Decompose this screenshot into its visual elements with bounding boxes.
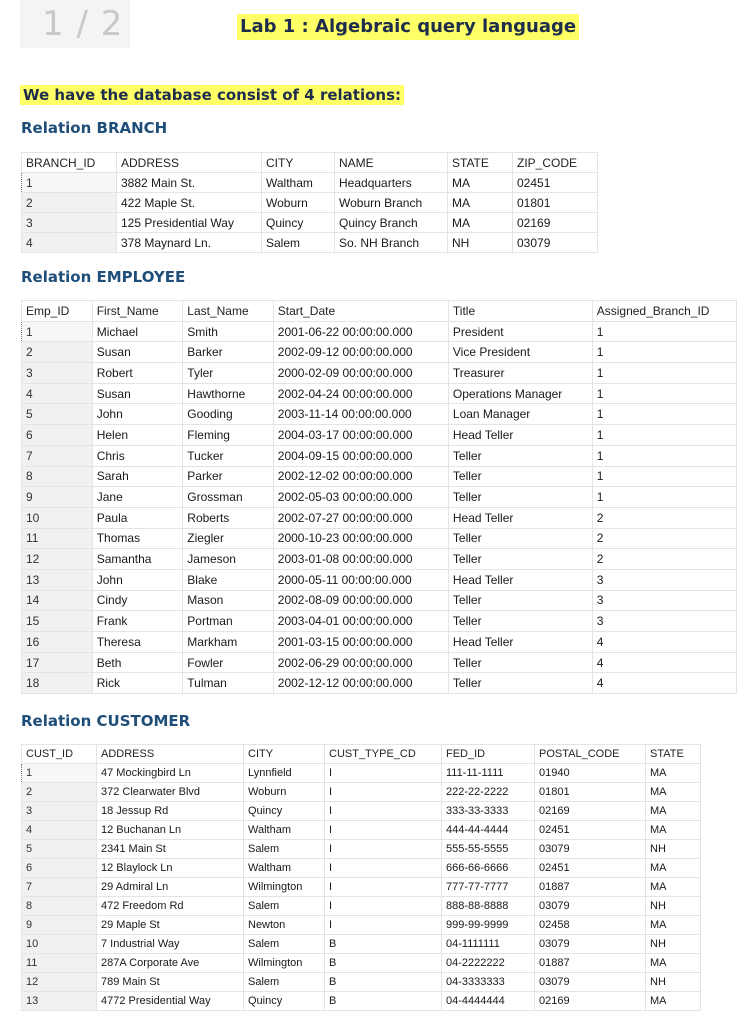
customer-column-header[interactable]: CUST_TYPE_CD [325, 745, 442, 764]
table-cell[interactable]: 3 [592, 590, 736, 611]
employee-table [21, 300, 737, 694]
table-cell[interactable]: Beth [92, 652, 183, 673]
employee-column-header[interactable]: First_Name [92, 301, 183, 322]
table-cell[interactable]: MA [646, 992, 701, 1011]
table-cell[interactable]: 287A Corporate Ave [97, 954, 244, 973]
customer-row[interactable] [22, 954, 701, 973]
customer-row[interactable] [22, 859, 701, 878]
employee-row[interactable] [22, 321, 737, 342]
employee-row[interactable] [22, 404, 737, 425]
table-cell[interactable]: I [325, 897, 442, 916]
customer-row[interactable] [22, 802, 701, 821]
table-cell[interactable]: Chris [92, 445, 183, 466]
table-cell[interactable]: Salem [244, 973, 325, 992]
table-cell[interactable]: 372 Clearwater Blvd [97, 783, 244, 802]
table-cell[interactable]: 2003-11-14 00:00:00.000 [273, 404, 448, 425]
customer-column-header[interactable]: CUST_ID [22, 745, 97, 764]
table-cell[interactable]: 47 Mockingbird Ln [97, 764, 244, 783]
table-cell[interactable]: Samantha [92, 549, 183, 570]
customer-column-header[interactable]: FED_ID [442, 745, 535, 764]
table-cell[interactable]: 3 [22, 363, 93, 384]
table-cell[interactable]: Robert [92, 363, 183, 384]
employee-row[interactable] [22, 528, 737, 549]
table-cell[interactable]: Rick [92, 673, 183, 694]
table-cell[interactable]: Jane [92, 487, 183, 508]
table-cell[interactable]: B [325, 954, 442, 973]
table-cell[interactable]: Quincy [244, 802, 325, 821]
table-cell[interactable]: 2001-03-15 00:00:00.000 [273, 632, 448, 653]
table-cell[interactable]: 2000-05-11 00:00:00.000 [273, 569, 448, 590]
table-cell[interactable]: Lynnfield [244, 764, 325, 783]
table-cell[interactable]: 7 Industrial Way [97, 935, 244, 954]
table-cell[interactable]: I [325, 783, 442, 802]
table-cell[interactable]: 2002-07-27 00:00:00.000 [273, 507, 448, 528]
table-cell[interactable]: 13 [22, 992, 97, 1011]
table-cell[interactable]: Waltham [262, 173, 335, 193]
table-cell[interactable]: 03079 [535, 935, 646, 954]
table-cell[interactable]: 02451 [535, 821, 646, 840]
table-cell[interactable]: 02169 [535, 802, 646, 821]
table-cell[interactable]: 2002-05-03 00:00:00.000 [273, 487, 448, 508]
branch-row[interactable] [22, 173, 598, 193]
table-cell[interactable]: 1 [22, 321, 93, 342]
table-cell[interactable]: 15 [22, 611, 93, 632]
customer-column-header[interactable]: CITY [244, 745, 325, 764]
table-cell[interactable]: Roberts [183, 507, 274, 528]
table-cell[interactable]: Salem [244, 935, 325, 954]
employee-row[interactable] [22, 549, 737, 570]
branch-column-header[interactable]: ADDRESS [117, 153, 262, 173]
table-cell[interactable]: Teller [448, 487, 592, 508]
table-cell[interactable]: John [92, 569, 183, 590]
employee-row[interactable] [22, 487, 737, 508]
customer-row[interactable] [22, 935, 701, 954]
table-cell[interactable]: Vice President [448, 342, 592, 363]
table-cell[interactable]: Quincy [262, 213, 335, 233]
table-cell[interactable]: Gooding [183, 404, 274, 425]
table-cell[interactable]: 12 [22, 549, 93, 570]
table-cell[interactable]: Teller [448, 528, 592, 549]
table-cell[interactable]: Operations Manager [448, 383, 592, 404]
table-cell[interactable]: Waltham [244, 821, 325, 840]
branch-row[interactable] [22, 213, 598, 233]
table-cell[interactable]: Jameson [183, 549, 274, 570]
table-cell[interactable]: Portman [183, 611, 274, 632]
table-cell[interactable]: Grossman [183, 487, 274, 508]
table-cell[interactable]: MA [646, 821, 701, 840]
table-cell[interactable]: 3 [592, 569, 736, 590]
table-cell[interactable]: Helen [92, 425, 183, 446]
branch-column-header[interactable]: CITY [262, 153, 335, 173]
table-cell[interactable]: 111-11-1111 [442, 764, 535, 783]
table-cell[interactable]: 125 Presidential Way [117, 213, 262, 233]
table-cell[interactable]: 2 [22, 193, 117, 213]
table-cell[interactable]: 4 [592, 673, 736, 694]
table-cell[interactable]: Woburn [244, 783, 325, 802]
branch-table [21, 152, 598, 253]
table-cell[interactable]: Teller [448, 611, 592, 632]
table-cell[interactable]: 11 [22, 528, 93, 549]
table-cell[interactable]: Susan [92, 342, 183, 363]
table-cell[interactable]: Treasurer [448, 363, 592, 384]
table-cell[interactable]: 4 [592, 632, 736, 653]
table-cell[interactable]: 789 Main St [97, 973, 244, 992]
table-cell[interactable]: Frank [92, 611, 183, 632]
table-cell[interactable]: Salem [244, 897, 325, 916]
employee-column-header[interactable]: Emp_ID [22, 301, 93, 322]
table-cell[interactable]: John [92, 404, 183, 425]
table-cell[interactable]: 333-33-3333 [442, 802, 535, 821]
table-cell[interactable]: 2002-08-09 00:00:00.000 [273, 590, 448, 611]
table-cell[interactable]: 8 [22, 897, 97, 916]
customer-header-row [22, 745, 701, 764]
customer-column-header[interactable]: POSTAL_CODE [535, 745, 646, 764]
table-cell[interactable]: Woburn Branch [335, 193, 448, 213]
table-cell[interactable]: 222-22-2222 [442, 783, 535, 802]
table-cell[interactable]: Headquarters [335, 173, 448, 193]
table-cell[interactable]: Teller [448, 445, 592, 466]
table-cell[interactable]: 2002-04-24 00:00:00.000 [273, 383, 448, 404]
table-cell[interactable]: 2002-06-29 00:00:00.000 [273, 652, 448, 673]
page-number: 1 / 2 [20, 0, 130, 48]
table-cell[interactable]: Paula [92, 507, 183, 528]
table-cell[interactable]: 04-3333333 [442, 973, 535, 992]
table-cell[interactable]: Sarah [92, 466, 183, 487]
table-cell[interactable]: Loan Manager [448, 404, 592, 425]
table-cell[interactable]: So. NH Branch [335, 233, 448, 253]
customer-column-header[interactable]: ADDRESS [97, 745, 244, 764]
table-cell[interactable]: 10 [22, 935, 97, 954]
table-cell[interactable]: 16 [22, 632, 93, 653]
table-cell[interactable]: 1 [592, 342, 736, 363]
table-cell[interactable]: MA [448, 213, 513, 233]
table-cell[interactable]: NH [646, 973, 701, 992]
table-cell[interactable]: 3 [22, 802, 97, 821]
table-cell[interactable]: NH [646, 935, 701, 954]
table-cell[interactable]: 3 [592, 611, 736, 632]
table-cell[interactable]: Barker [183, 342, 274, 363]
branch-row[interactable] [22, 193, 598, 213]
customer-heading: Relation CUSTOMER [21, 712, 191, 730]
employee-row[interactable] [22, 363, 737, 384]
table-cell[interactable]: MA [448, 173, 513, 193]
table-cell[interactable]: 12 Buchanan Ln [97, 821, 244, 840]
branch-column-header[interactable]: ZIP_CODE [513, 153, 598, 173]
table-cell[interactable]: 2003-01-08 00:00:00.000 [273, 549, 448, 570]
table-cell[interactable]: 2002-12-12 00:00:00.000 [273, 673, 448, 694]
table-cell[interactable]: 1 [22, 173, 117, 193]
table-cell[interactable]: 4 [592, 652, 736, 673]
table-cell[interactable]: 1 [592, 445, 736, 466]
table-cell[interactable]: Head Teller [448, 507, 592, 528]
employee-column-header[interactable]: Start_Date [273, 301, 448, 322]
table-cell[interactable]: 9 [22, 487, 93, 508]
customer-table [21, 744, 701, 1011]
table-cell[interactable]: B [325, 973, 442, 992]
table-cell[interactable]: 3882 Main St. [117, 173, 262, 193]
table-cell[interactable]: 13 [22, 569, 93, 590]
table-cell[interactable]: 7 [22, 445, 93, 466]
table-cell[interactable]: Theresa [92, 632, 183, 653]
customer-row[interactable] [22, 821, 701, 840]
table-cell[interactable]: I [325, 840, 442, 859]
table-cell[interactable]: 01801 [513, 193, 598, 213]
table-cell[interactable]: 2 [22, 342, 93, 363]
table-cell[interactable]: 6 [22, 425, 93, 446]
table-cell[interactable]: 378 Maynard Ln. [117, 233, 262, 253]
table-cell[interactable]: 777-77-7777 [442, 878, 535, 897]
table-cell[interactable]: MA [646, 802, 701, 821]
branch-row[interactable] [22, 233, 598, 253]
table-cell[interactable]: Head Teller [448, 569, 592, 590]
customer-column-header[interactable]: STATE [646, 745, 701, 764]
table-cell[interactable]: Parker [183, 466, 274, 487]
table-cell[interactable]: Wilmington [244, 878, 325, 897]
table-cell[interactable]: Tucker [183, 445, 274, 466]
table-cell[interactable]: 18 Jessup Rd [97, 802, 244, 821]
branch-column-header[interactable]: NAME [335, 153, 448, 173]
table-cell[interactable]: I [325, 916, 442, 935]
table-cell[interactable]: Teller [448, 590, 592, 611]
table-cell[interactable]: Quincy [244, 992, 325, 1011]
table-cell[interactable]: 2002-09-12 00:00:00.000 [273, 342, 448, 363]
customer-row[interactable] [22, 916, 701, 935]
table-cell[interactable]: 2 [592, 507, 736, 528]
table-cell[interactable]: 4 [22, 821, 97, 840]
table-cell[interactable]: 03079 [535, 973, 646, 992]
table-cell[interactable]: 6 [22, 859, 97, 878]
table-cell[interactable]: Head Teller [448, 632, 592, 653]
table-cell[interactable]: MA [646, 764, 701, 783]
table-cell[interactable]: 3 [22, 213, 117, 233]
table-cell[interactable]: 999-99-9999 [442, 916, 535, 935]
table-cell[interactable]: Salem [262, 233, 335, 253]
table-cell[interactable]: 02451 [513, 173, 598, 193]
table-cell[interactable]: Teller [448, 549, 592, 570]
table-cell[interactable]: I [325, 878, 442, 897]
table-cell[interactable]: 4772 Presidential Way [97, 992, 244, 1011]
table-cell[interactable]: 8 [22, 466, 93, 487]
document-title: Lab 1 : Algebraic query language [237, 14, 579, 40]
table-cell[interactable]: 1 [592, 383, 736, 404]
table-cell[interactable]: 5 [22, 404, 93, 425]
table-cell[interactable]: 1 [592, 363, 736, 384]
table-cell[interactable]: 7 [22, 878, 97, 897]
table-cell[interactable]: 9 [22, 916, 97, 935]
table-cell[interactable]: Wilmington [244, 954, 325, 973]
table-cell[interactable]: MA [646, 783, 701, 802]
table-cell[interactable]: MA [646, 878, 701, 897]
table-cell[interactable]: Mason [183, 590, 274, 611]
table-cell[interactable]: I [325, 764, 442, 783]
table-cell[interactable]: 18 [22, 673, 93, 694]
table-cell[interactable]: MA [646, 859, 701, 878]
table-cell[interactable]: Teller [448, 673, 592, 694]
table-cell[interactable]: 2000-02-09 00:00:00.000 [273, 363, 448, 384]
table-cell[interactable]: 1 [592, 487, 736, 508]
table-cell[interactable]: 472 Freedom Rd [97, 897, 244, 916]
employee-header-row [22, 301, 737, 322]
table-cell[interactable]: 666-66-6666 [442, 859, 535, 878]
table-cell[interactable]: Teller [448, 466, 592, 487]
employee-row[interactable] [22, 425, 737, 446]
table-cell[interactable]: 555-55-5555 [442, 840, 535, 859]
table-cell[interactable]: 888-88-8888 [442, 897, 535, 916]
table-cell[interactable]: 2004-09-15 00:00:00.000 [273, 445, 448, 466]
table-cell[interactable]: 12 [22, 973, 97, 992]
table-cell[interactable]: 29 Maple St [97, 916, 244, 935]
employee-row[interactable] [22, 466, 737, 487]
branch-heading: Relation BRANCH [21, 119, 168, 137]
table-cell[interactable]: I [325, 859, 442, 878]
table-cell[interactable]: 17 [22, 652, 93, 673]
table-cell[interactable]: 1 [592, 425, 736, 446]
table-cell[interactable]: 4 [22, 233, 117, 253]
table-cell[interactable]: 1 [592, 321, 736, 342]
table-cell[interactable]: 04-4444444 [442, 992, 535, 1011]
table-cell[interactable]: Thomas [92, 528, 183, 549]
table-cell[interactable]: 14 [22, 590, 93, 611]
table-cell[interactable]: Michael [92, 321, 183, 342]
table-cell[interactable]: 02451 [535, 859, 646, 878]
table-cell[interactable]: 02458 [535, 916, 646, 935]
table-cell[interactable]: B [325, 992, 442, 1011]
table-cell[interactable]: Teller [448, 652, 592, 673]
table-cell[interactable]: Quincy Branch [335, 213, 448, 233]
employee-row[interactable] [22, 652, 737, 673]
table-cell[interactable]: Smith [183, 321, 274, 342]
table-cell[interactable]: 2341 Main St [97, 840, 244, 859]
table-cell[interactable]: Blake [183, 569, 274, 590]
table-cell[interactable]: 04-1111111 [442, 935, 535, 954]
employee-row[interactable] [22, 342, 737, 363]
branch-header-row [22, 153, 598, 173]
employee-column-header[interactable]: Title [448, 301, 592, 322]
table-cell[interactable]: I [325, 802, 442, 821]
table-cell[interactable]: 12 Blaylock Ln [97, 859, 244, 878]
table-cell[interactable]: 02169 [535, 992, 646, 1011]
table-cell[interactable]: MA [646, 916, 701, 935]
table-cell[interactable]: 01887 [535, 878, 646, 897]
employee-row[interactable] [22, 673, 737, 694]
table-cell[interactable]: 422 Maple St. [117, 193, 262, 213]
table-cell[interactable]: 2 [592, 528, 736, 549]
table-cell[interactable]: 5 [22, 840, 97, 859]
table-cell[interactable]: 2003-04-01 00:00:00.000 [273, 611, 448, 632]
table-cell[interactable]: MA [448, 193, 513, 213]
table-cell[interactable]: 1 [22, 764, 97, 783]
table-cell[interactable]: 10 [22, 507, 93, 528]
employee-row[interactable] [22, 507, 737, 528]
table-cell[interactable]: Fleming [183, 425, 274, 446]
table-cell[interactable]: 01940 [535, 764, 646, 783]
employee-heading: Relation EMPLOYEE [21, 268, 186, 286]
table-cell[interactable]: 01887 [535, 954, 646, 973]
customer-row[interactable] [22, 897, 701, 916]
table-cell[interactable]: 29 Admiral Ln [97, 878, 244, 897]
table-cell[interactable]: President [448, 321, 592, 342]
employee-column-header[interactable]: Assigned_Branch_ID [592, 301, 736, 322]
customer-row[interactable] [22, 992, 701, 1011]
intro-text: We have the database consist of 4 relations: [20, 85, 404, 105]
employee-row[interactable] [22, 569, 737, 590]
table-cell[interactable]: 2000-10-23 00:00:00.000 [273, 528, 448, 549]
table-cell[interactable]: 04-2222222 [442, 954, 535, 973]
table-cell[interactable]: Markham [183, 632, 274, 653]
table-cell[interactable]: 2004-03-17 00:00:00.000 [273, 425, 448, 446]
table-cell[interactable]: Tyler [183, 363, 274, 384]
table-cell[interactable]: Waltham [244, 859, 325, 878]
customer-row[interactable] [22, 783, 701, 802]
table-cell[interactable]: B [325, 935, 442, 954]
table-cell[interactable]: 01801 [535, 783, 646, 802]
table-cell[interactable]: 2 [592, 549, 736, 570]
employee-row[interactable] [22, 383, 737, 404]
table-cell[interactable]: 444-44-4444 [442, 821, 535, 840]
table-cell[interactable]: 02169 [513, 213, 598, 233]
branch-column-header[interactable]: STATE [448, 153, 513, 173]
table-cell[interactable]: Newton [244, 916, 325, 935]
table-cell[interactable]: 03079 [535, 897, 646, 916]
table-cell[interactable]: I [325, 821, 442, 840]
table-cell[interactable]: 1 [592, 404, 736, 425]
table-cell[interactable]: 1 [592, 466, 736, 487]
table-cell[interactable]: NH [448, 233, 513, 253]
customer-row[interactable] [22, 973, 701, 992]
table-cell[interactable]: NH [646, 840, 701, 859]
table-cell[interactable]: 03079 [513, 233, 598, 253]
branch-column-header[interactable]: BRANCH_ID [22, 153, 117, 173]
table-cell[interactable]: Ziegler [183, 528, 274, 549]
employee-column-header[interactable]: Last_Name [183, 301, 274, 322]
table-cell[interactable]: 03079 [535, 840, 646, 859]
table-cell[interactable]: Hawthorne [183, 383, 274, 404]
table-cell[interactable]: MA [646, 954, 701, 973]
table-cell[interactable]: Head Teller [448, 425, 592, 446]
table-cell[interactable]: 2002-12-02 00:00:00.000 [273, 466, 448, 487]
table-cell[interactable]: Cindy [92, 590, 183, 611]
table-cell[interactable]: Woburn [262, 193, 335, 213]
table-cell[interactable]: Tulman [183, 673, 274, 694]
employee-row[interactable] [22, 632, 737, 653]
customer-row[interactable] [22, 840, 701, 859]
table-cell[interactable]: 2001-06-22 00:00:00.000 [273, 321, 448, 342]
customer-row[interactable] [22, 878, 701, 897]
customer-row[interactable] [22, 764, 701, 783]
table-cell[interactable]: Fowler [183, 652, 274, 673]
employee-row[interactable] [22, 445, 737, 466]
table-cell[interactable]: 11 [22, 954, 97, 973]
table-cell[interactable]: NH [646, 897, 701, 916]
table-cell[interactable]: Susan [92, 383, 183, 404]
employee-row[interactable] [22, 590, 737, 611]
table-cell[interactable]: 4 [22, 383, 93, 404]
employee-row[interactable] [22, 611, 737, 632]
table-cell[interactable]: 2 [22, 783, 97, 802]
table-cell[interactable]: Salem [244, 840, 325, 859]
